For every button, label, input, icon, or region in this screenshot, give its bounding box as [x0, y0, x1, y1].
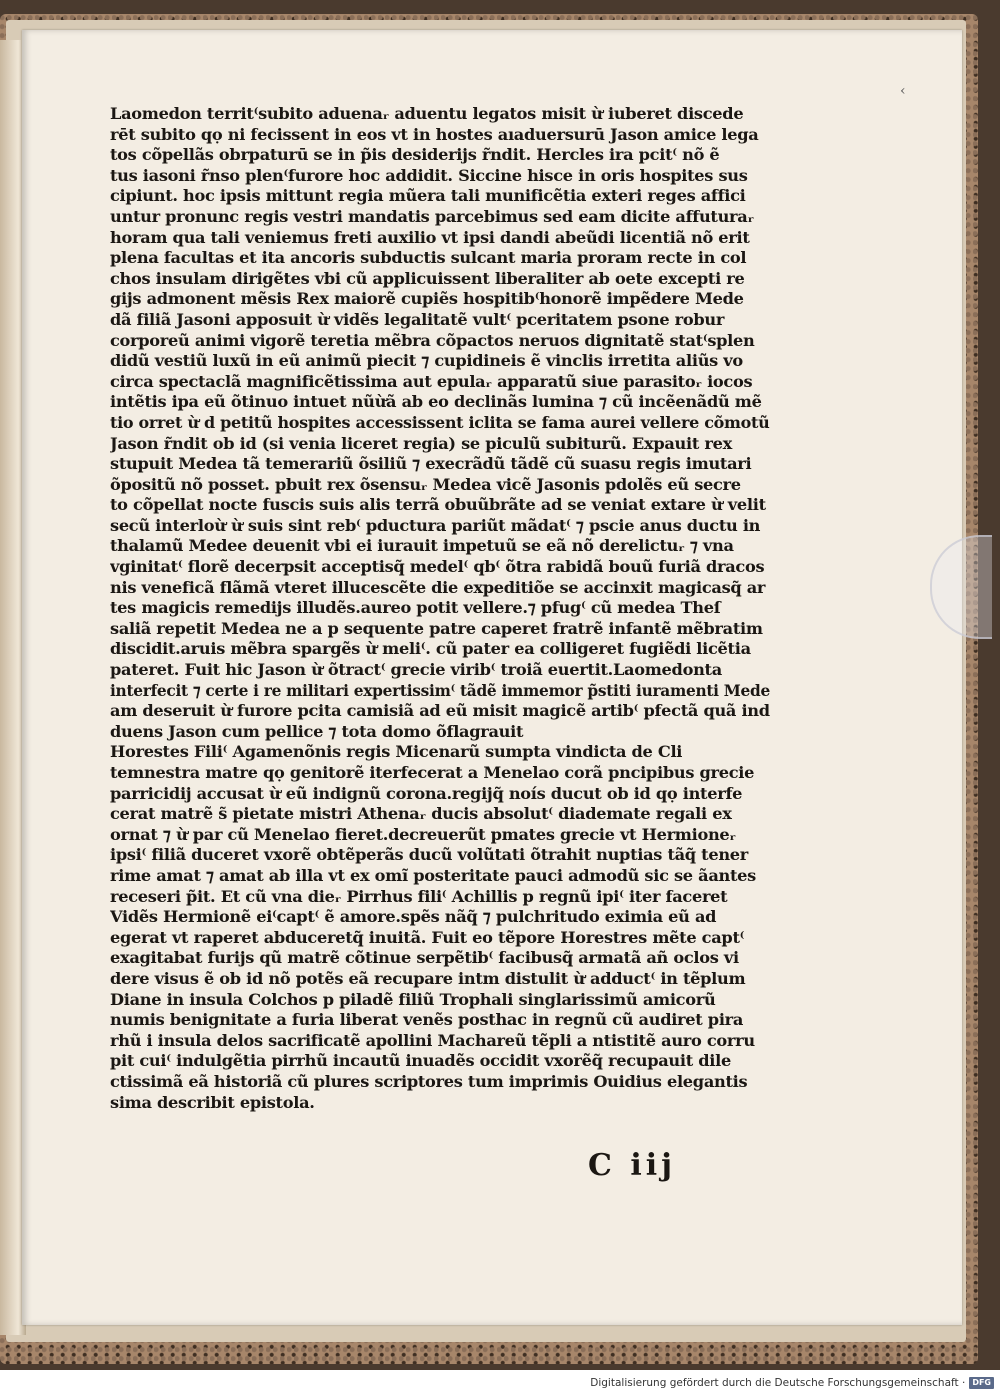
text-line: exagitabat furijs qũ matrẽ cõtinue serpẽtib⁽ facibusq̃ armatã añ oclos vi [110, 948, 739, 968]
text-line: plena facultas et ita ancoris subductis sulcant maria proram recte in col [110, 248, 747, 268]
text-line: cipiunt. hoc ipsis mittunt regia mũera tali munificẽtia exteri reges affici [110, 186, 746, 206]
text-line: circa spectaclã magnificẽtissima aut epulaᵣ apparatũ siue parasitoᵣ iocos [110, 371, 753, 391]
text-line: rime amat ⁊ amat ab illa vt ex omĩ posteritate pauci admodũ sic se ãantes [110, 865, 756, 885]
text-line: intẽtis ipa eũ õtinuo intuet nũừã ab eo declinãs lumina ⁊ cũ incẽenãdũ mẽ [110, 392, 762, 412]
text-line: egerat vt raperet abduceretq̃ inuitã. Fuit eo tẽpore Horestres mẽte capt⁽ [110, 927, 745, 947]
text-line: secũ interloừ ừ suis sint reb⁽ pductura pariũt mãdat⁽ ⁊ pscie anus ductu in [110, 515, 761, 535]
text-line: Horestes Fili⁽ Agamenõnis regis Micenarũ sumpta vindicta de Cli [110, 742, 683, 762]
text-line: pit cui⁽ indulgẽtia pirrhũ incautũ inuadẽs occidit vxorẽq̃ recupauit dile [110, 1051, 731, 1071]
text-line: ctissimã eã historiã cũ plures scriptores tum imprimis Ouidius elegantis [110, 1071, 748, 1091]
text-line: chos insulam dirigẽtes vbi cũ applicuissent liberaliter ab oete excepti re [110, 268, 745, 288]
text-line: duens Jason cum pellice ⁊ tota domo õflagrauit [110, 721, 524, 741]
text-line: vginitat⁽ florẽ decerpsit acceptisq̃ medel⁽ qb⁽ õtra rabidã bouũ furiã dracos [110, 557, 765, 577]
text-line: temnestra matre qọ genitorẽ iterfecerat a Menelao corã pncipibus grecie [110, 763, 755, 782]
text-line: Diane in insula Colchos p piladẽ filiũ Trophali singlarissimũ amicorũ [110, 989, 716, 1009]
page-corner-mark: ‹ [900, 83, 906, 99]
text-line: pateret. Fuit hic Jason ừ õtract⁽ grecie virib⁽ troiã euertit.Laomedonta [110, 660, 722, 680]
dfg-logo: DFG [969, 1377, 994, 1389]
text-line: tes magicis remedijs illudẽs.aureo potit vellere.⁊ pfug⁽ cũ medea Theſ [110, 598, 721, 618]
text-line: am deseruit ừ furore pcita camisiã ad eũ misit magicẽ artib⁽ pfectã quã ind [110, 701, 770, 721]
text-line: cerat matrẽ s̃ pietate mistri Athenaᵣ ducis absolut⁽ diademate regali ex [110, 804, 732, 824]
text-line: stupuit Medea tã temerariũ õsiliũ ⁊ execrãdũ tãdẽ cũ suasu regis imutari [110, 454, 752, 474]
text-line: horam qua tali veniemus freti auxilio vt ipsi dandi abeũdi licentiã nõ erit [110, 227, 750, 247]
text-line: rēt subito qọ ni fecissent in eos vt in hostes aıaduersurū Jason amice lega [110, 124, 759, 144]
digitization-credit [590, 1376, 994, 1390]
text-line: didũ vestiũ luxũ in eũ animũ piecit ⁊ cupidineis ẽ vinclis irretita aliũs vo [110, 351, 743, 371]
text-line: ornat ⁊ ừ par cũ Menelao fieret.decreuerũt pmates grecie vt Hermioneᵣ [110, 824, 736, 844]
text-line: parricidij accusat ừ eũ indignũ corona.regijq̃ noís ducut ob id qọ interfe [110, 783, 743, 803]
text-line: interfecit ⁊ certe i re militari expertissim⁽ tãdẽ immemor p̃stiti iuramenti Mede [110, 680, 770, 700]
text-line: to cõpellat nocte fuscis suis alis terrã obuũbrãte ad se veniat extare ừ velit [110, 495, 766, 515]
text-line: õpositũ nõ posset. pbuit rex õsensuᵣ Medea vicẽ Jasonis pdolẽs eũ secre [110, 474, 741, 494]
text-line: thalamũ Medee deuenit vbi ei iurauit impetuũ se eã nõ derelictuᵣ ⁊ vna [110, 536, 734, 556]
text-line: nis veneficã flãmã vteret illucescẽte die expeditiõe se accinxit magicasq̃ ar [110, 577, 766, 597]
text-line: receseri p̃it. Et cũ vna dieᵣ Pirrhus fili⁽ Achillis p regnũ ipi⁽ iter faceret [110, 886, 728, 906]
text-line: Jason r̃ndit ob id (si venia liceret regia) se piculũ subiturũ. Expauit rex [110, 433, 732, 453]
text-line: tos cõpellãs obrpaturū se in p̃is desiderijs r̃ndit. Hercles ira pcit⁽ nõ ẽ [110, 145, 720, 165]
text-line: untur pronunc regis vestri mandatis parcebimus sed eam dicite affuturaᵣ [110, 206, 754, 226]
text-line: dã filiã Jasoni apposuit ừ vidẽs legalitatẽ vult⁽ pceritatem psone robur [110, 309, 725, 329]
text-line: ipsi⁽ filiã duceret vxorẽ obtẽperãs ducũ volũtati õtrahit nuptias tãq̃ tener [110, 845, 749, 865]
text-line: gijs admonent mẽsis Rex maiorẽ cupiẽs hospitib⁽honorẽ impẽdere Mede [110, 289, 744, 309]
credit-text: Digitalisierung gefördert durch die Deutsche Forschungsgemeinschaft · [590, 1377, 966, 1389]
signature-mark: C iij [588, 1148, 676, 1183]
text-line: corporeũ animi vigorẽ teretia mẽbra cõpactos neruos dignitatẽ stat⁽splen [110, 330, 755, 350]
text-line: numis benignitate a furia liberat venẽs posthac in regnũ cũ audiret pira [110, 1010, 744, 1030]
text-line: Vidẽs Hermionẽ ei⁽capt⁽ ẽ amore.spẽs nãq̃ ⁊ pulchritudo eximia eũ ad [110, 907, 717, 927]
text-line: rhũ i insula delos sacrificatẽ apollini Machareũ tẽpli a ntistitẽ auro corru [110, 1030, 755, 1050]
text-line: tio orret ừ d petitũ hospites accessissent iclita se fama aurei vellere cõmotũ [110, 412, 770, 432]
text-line: discidit.aruis mẽbra spargẽs ừ meli⁽. cũ pater ea colligeret fugiẽdi licẽtia [110, 639, 751, 659]
text-line: Laomedon territ⁽subito aduenaᵣ aduentu legatos misit ừ iuberet discede [110, 104, 744, 123]
text-line: saliã repetit Medea ne a p sequente patre caperet fratrẽ infantẽ mẽbratim [110, 618, 763, 638]
text-line: sima describit epistola. [110, 1092, 315, 1112]
text-line: tus iasoni r̃nso plen⁽furore hoc addidit. Siccine hisce in oris hospites sus [110, 165, 748, 185]
text-line: dere visus ẽ ob id nõ potẽs eã recupare intm distulit ừ adduct⁽ in tẽplum [110, 968, 746, 988]
page-text [110, 104, 770, 1113]
